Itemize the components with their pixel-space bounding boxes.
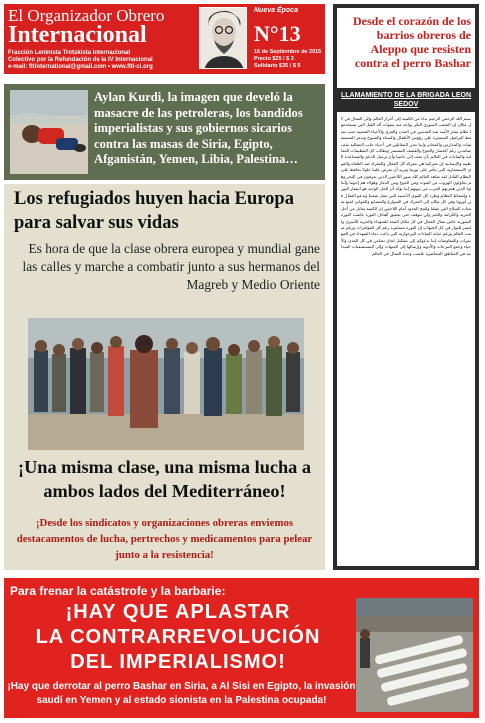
masthead-issue-info — [254, 7, 322, 69]
edition-label: Nueva Época — [254, 7, 298, 14]
llamamiento-title: LLAMAMIENTO DE LA BRIGADA LEON SEDOV — [340, 92, 471, 108]
banner-headline-line1: ¡HAY QUE APLASTAR — [65, 601, 291, 623]
aylan-headline: Aylan Kurdi, la imagen que develó la masacre de las petroleras, los bandidos imperialistas y sus gobiernos sicarios contra las masas de Siria, Egipto, Afganistán, Yemen, Libia, Palestina… — [94, 90, 303, 166]
banner-headline-line3: DEL IMPERIALISMO! — [70, 651, 286, 673]
arabic-statement-box — [337, 112, 475, 566]
refugees-headline: Los refugiados huyen hacia Europa para salvar sus vidas — [14, 189, 294, 233]
refugees-panel — [4, 184, 325, 570]
issue-date: 16 de Septiembre de 2015 — [254, 49, 322, 55]
masthead-title-line1: El Organizador Obrero — [8, 6, 165, 25]
issue-price: Precio $25 / $ 3 — [254, 56, 294, 62]
masthead-org-line1: Fracción Leninista Trotskista Internacional — [8, 50, 131, 56]
aylan-strip — [4, 84, 325, 180]
issue-number: N°13 — [254, 21, 301, 46]
trotsky-portrait-image — [199, 7, 247, 69]
banner-kicker: Para frenar la catástrofe y la barbarie: — [10, 584, 226, 598]
aleppo-bodies-photo — [356, 598, 473, 712]
masthead — [4, 4, 325, 74]
masthead-title-line2: Internacional — [8, 22, 147, 48]
banner-headline-line2: LA CONTRARREVOLUCIÓN — [35, 626, 321, 648]
aleppo-headline: Desde el corazón de los barrios obreros de Aleppo que resisten contra el perro Bashar — [353, 14, 471, 70]
aylan-photo — [10, 90, 88, 174]
banner-subheadline: ¡Hay que derrotar al perro Bashar en Siria, a Al Sisi en Egipto, la invasión saudí en Yemen y al estado sionista en la Palestina ocupada! — [7, 681, 356, 706]
masthead-org-line2: Colectivo por la Refundación de la IV Internacional — [8, 57, 153, 63]
masthead-org-line3: e-mail: fltinternational@gmail.com • www.flti-ci.org — [8, 64, 153, 70]
bottom-banner — [4, 578, 479, 718]
refugees-crowd-photo — [28, 318, 304, 450]
una-misma-clase-headline: ¡Una misma clase, una misma lucha a ambos lados del Mediterráneo! — [17, 457, 312, 501]
aleppo-header-box — [337, 8, 475, 88]
refugees-subheadline: Es hora de que la clase obrera europea y mundial gane las calles y marche a combatir junto a sus hermanos del Magreb y Medio Oriente — [22, 241, 320, 292]
arabic-statement-text: بسم الله الرحمن الرحيم نداء من الكتيبة إلى أحرار العالم وإلى العمال في كل مكان إن الشعب السوري الثائر يواجه منذ سنوات آلة القتل التي يستخدمها نظام بشار الأسد ضد المدنيين في المدن والقرى والأحياء الشعبية حيث تسقط البراميل المتفجرة على رؤوس الأطفال والنساء والشيوخ وتدمر المستشفيات والمدارس والمخابز وإننا نحن المقاتلين في أحياء حلب العمالية نقف صامدين رغم الحصار والجوع والقصف المستمر ونطالب كل التنظيمات العمالية والنقابات في العالم بأن تقف إلى جانبنا وأن ترسل الدعم والمساعدة الطبية والإنسانية إن معركتنا هي معركة كل العمال والفقراء ضد الطغاة والقوى الاستعمارية التي تتآمر على ثورتنا وتريد أن تفرض علينا حلولا تحافظ على النظام القاتل لقد شاهد العالم كله صور اللاجئين الذين يغرقون في البحر وهم يحاولون الهروب من الموت ومن الجوع ومن الدمار وهؤلاء هم إخوتنا وأبناؤنا الذين هجرتهم الحرب من بيوتهم إننا نؤكد أن الحل الوحيد هو انتصار الثورة وإسقاط النظام وطرد كل القوى الأجنبية التي تقتل شعبنا وندعو العمال في أوروبا وفي كل مكان إلى التحرك في الشوارع والمصانع والموانئ لمنع شحنات السلاح التي تقتلنا ولفتح الحدود أمام اللاجئين إن الكتيبة تقاتل من أجل الحرية والكرامة والخبز ولن تتوقف حتى تحقيق أهداف الثورة عاشت الثورة السورية عاش نضال العمال في كل مكان المجد للشهداء والحرية للأسرى والنصر للثوار في كل الجبهات إن الثورة مستمرة رغم كل المؤامرات ورغم صمت العالم ورغم خيانة القيادات البرجوازية التي باعت دماء الشهداء في المؤتمرات والمفاوضات إننا ندعوكم إلى تشكيل لجان تضامن في كل المدن والأحياء وجمع التبرعات والأدوية وإرسالها إلى الجبهات وإلى المستشفيات الميدانية في المناطق المحاصرة عاشت وحدة العمال في العالم — [341, 116, 471, 256]
aleppo-column — [333, 4, 479, 570]
banner-headline — [10, 600, 346, 675]
issue-solidarity-price: Solidario $35 / $ 5 — [254, 63, 301, 69]
una-misma-clase-subheadline: ¡Desde los sindicatos y organizaciones obreras enviemos destacamentos de lucha, pertrechos y medicamentos para pelear junto a la resistencia! — [16, 517, 313, 561]
